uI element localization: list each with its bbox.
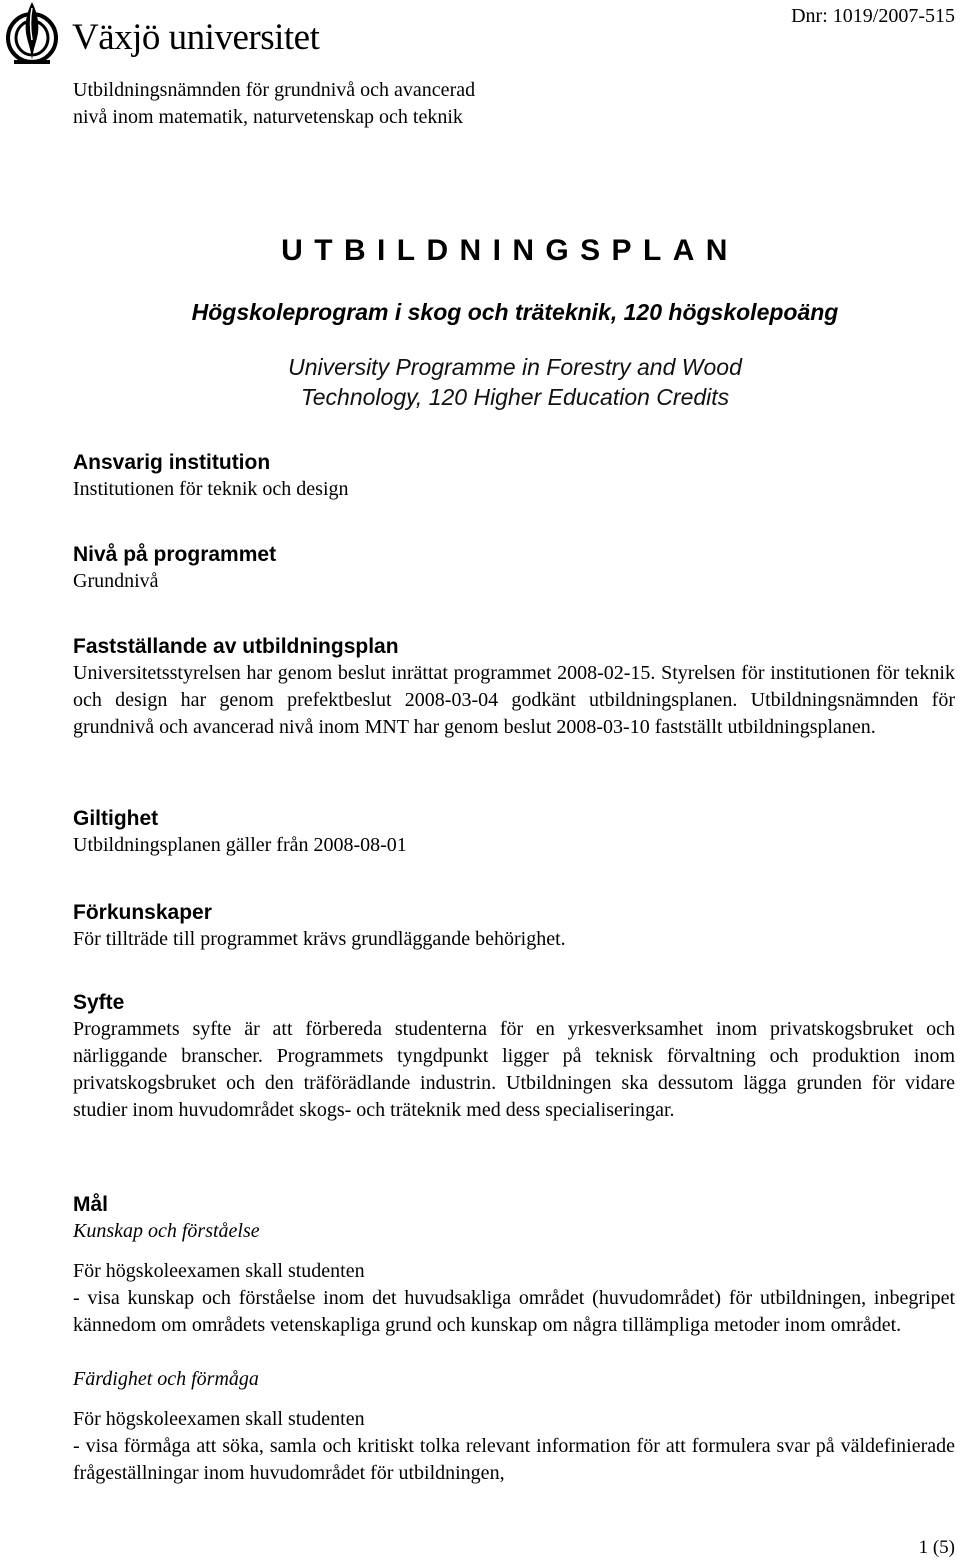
section-heading: Mål — [73, 1193, 109, 1216]
section-prerequisites — [73, 900, 955, 953]
programme-title-english-text: University Programme in Forestry and Wood Technology, 120 Higher Education Credits — [288, 354, 742, 410]
document-title: UTBILDNINGSPLAN — [281, 234, 739, 267]
section-approval — [73, 634, 955, 741]
section-heading: Syfte — [73, 991, 125, 1014]
section-text: Programmets syfte är att förbereda studenterna för en yrkesverksamhet inom privatskogsbruket och närliggande branscher. Programmets tyngdpunkt ligger på teknisk förvaltning och produktion inom privatskogsbruket och den träförädlande industrin. Utbildningen ska dessutom lägga grunden för vidare studier inom huvudområdet skogs- och träteknik med dess specialiseringar. — [73, 1018, 955, 1121]
page-number: 1 (5) — [918, 1537, 955, 1558]
committee-name: Utbildningsnämnden för grundnivå och avancerad nivå inom matematik, naturvetenskap och teknik — [73, 79, 476, 128]
goals-knowledge-subheading: Kunskap och förståelse — [73, 1220, 260, 1242]
section-text: Utbildningsplanen gäller från 2008-08-01 — [73, 834, 407, 856]
document-number: Dnr: 1019/2007-515 — [791, 5, 955, 27]
section-purpose — [73, 990, 955, 1124]
goals-skills-item: - visa förmåga att söka, samla och kritiskt tolka relevant information för att formulera svar på väldefinierade frågeställningar inom huvudområdet för utbildningen, — [73, 1435, 955, 1484]
section-heading: Giltighet — [73, 807, 159, 830]
programme-title-swedish: Högskoleprogram i skog och träteknik, 120 högskolepoäng — [191, 299, 839, 325]
university-emblem-icon — [4, 0, 60, 66]
section-heading: Förkunskaper — [73, 901, 212, 924]
section-text: För tillträde till programmet krävs grundläggande behörighet. — [73, 928, 566, 950]
section-institution — [73, 450, 955, 503]
section-heading: Fastställande av utbildningsplan — [73, 635, 399, 658]
section-level — [73, 542, 955, 595]
section-text: Universitetsstyrelsen har genom beslut inrättat programmet 2008-02-15. Styrelsen för institutionen för teknik och design har genom prefektbeslut 2008-03-04 godkänt utbildningsplanen. Utbildningsnämnden för grundnivå och avancerad nivå inom MNT har genom beslut 2008-03-10 fastställt utbildningsplanen. — [73, 662, 955, 738]
section-text: Grundnivå — [73, 570, 159, 592]
section-heading: Ansvarig institution — [73, 451, 271, 474]
goals-knowledge-intro: För högskoleexamen skall studenten — [73, 1260, 365, 1282]
section-goals — [73, 1192, 955, 1487]
university-name: Växjö universitet — [72, 17, 320, 58]
programme-title-english — [0, 352, 960, 412]
section-text: Institutionen för teknik och design — [73, 478, 349, 500]
goals-knowledge-item: - visa kunskap och förståelse inom det huvudsakliga området (huvudområdet) för utbildningen, inbegripet kännedom om områdets vetenskapliga grund och kunskap om några tillämpliga metoder inom området. — [73, 1287, 955, 1336]
section-validity — [73, 806, 955, 859]
goals-skills-intro: För högskoleexamen skall studenten — [73, 1408, 365, 1430]
section-heading: Nivå på programmet — [73, 543, 277, 566]
goals-skills-subheading: Färdighet och förmåga — [73, 1368, 259, 1390]
